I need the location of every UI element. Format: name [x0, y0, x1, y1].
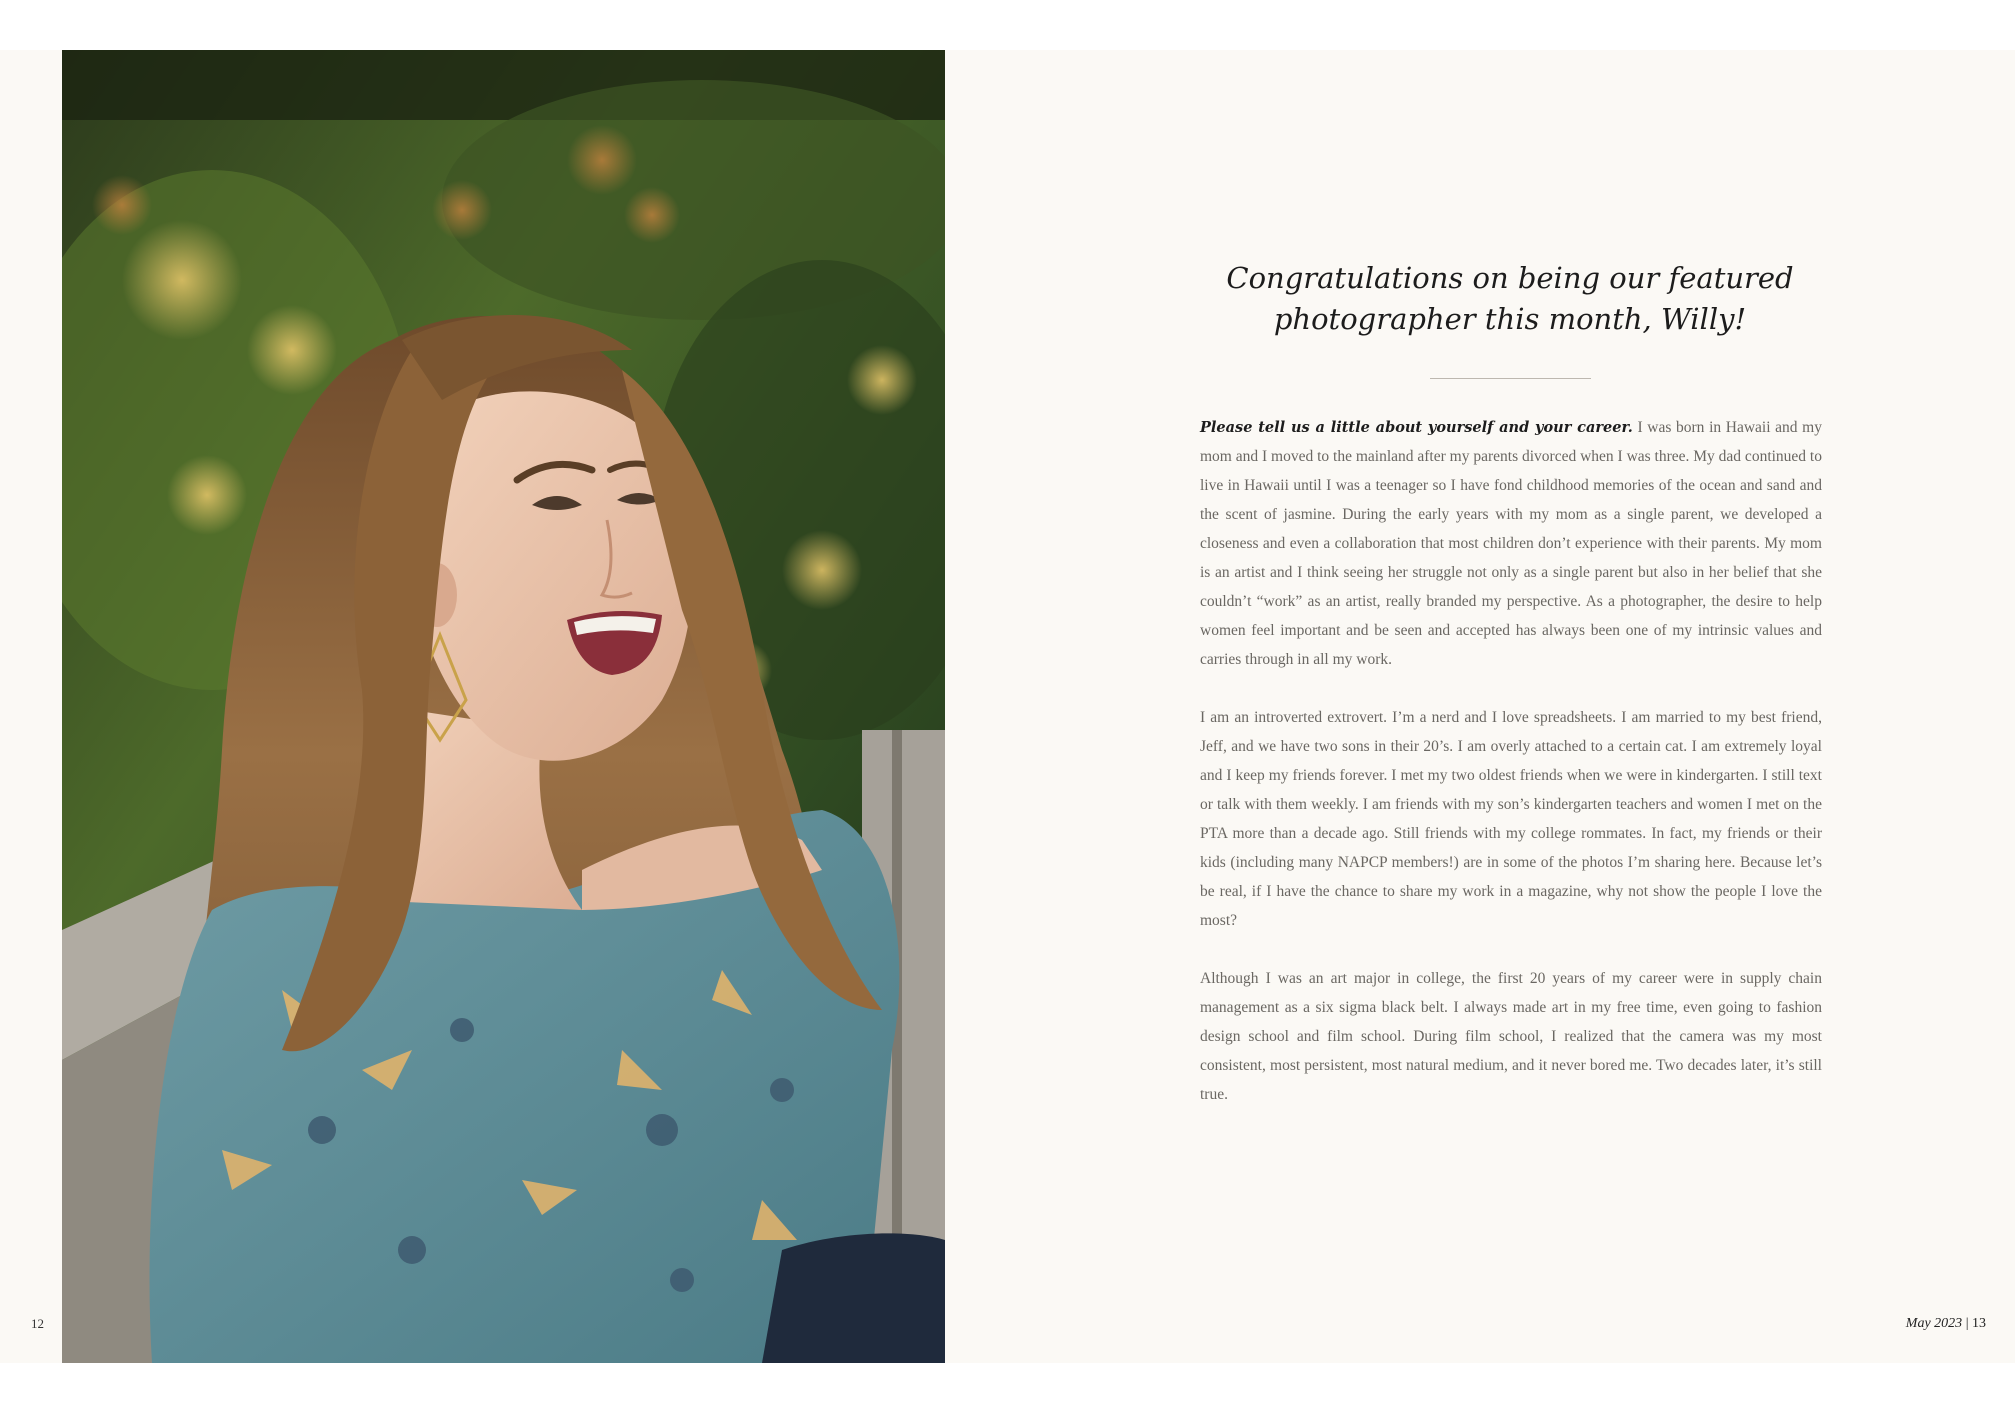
article-paragraph-1 [1200, 413, 1822, 674]
paragraph-1-text: I was born in Hawaii and my mom and I moved to the mainland after my parents divorced when I was three. My dad continued to live in Hawaii until I was a teenager so I have fond childhood memories of the ocean and sand and the scent of jasmine. During the early years with my mom as a single parent, we developed a closeness and even a collaboration that most children don’t experience with their parents. My mom is an artist and I think seeing her struggle not only as a single parent but also in her belief that she couldn’t “work” as an artist, really branded my perspective. As a photographer, the desire to help women feel important and be seen and accepted has always been one of my intrinsic values and carries through in all my work. [1200, 419, 1822, 668]
portrait-photo [62, 50, 945, 1363]
article-body [1200, 413, 1822, 1138]
article-paragraph-2: I am an introverted extrovert. I’m a nerd and I love spreadsheets. I am married to my best friend, Jeff, and we have two sons in their 20’s. I am overly attached to a certain cat. I am extremely loyal and I keep my friends forever. I met my two oldest friends when we were in kindergarten. I still text or talk with them weekly. I am friends with my son’s kindergarten teachers and women I met on the PTA more than a decade ago. Still friends with my college rommates. In fact, my friends or their kids (including many NAPCP members!) are in some of the photos I’m sharing here. Because let’s be real, if I have the chance to share my work in a magazine, why not show the people I love the most? [1200, 709, 1822, 929]
left-page-number: 12 [31, 1316, 44, 1331]
article-paragraph-3: Although I was an art major in college, the first 20 years of my career were in supply chain management as a six sigma black belt. I always made art in my free time, even going to fashion design school and film school. During film school, I realized that the camera was my most consistent, most persistent, most natural medium, and it never bored me. Two decades later, it’s still true. [1200, 970, 1822, 1103]
article-headline [1160, 258, 1860, 340]
headline-divider [1430, 378, 1591, 379]
headline-line-1: Congratulations on being our featured [1226, 261, 1794, 295]
headline-line-2: photographer this month, Willy! [1273, 302, 1747, 336]
folio-separator: | [1962, 1316, 1972, 1331]
right-page-number: 13 [1972, 1316, 1986, 1331]
right-page-folio [1906, 1316, 1986, 1332]
issue-date: May 2023 [1905, 1316, 1963, 1331]
interview-question: Please tell us a little about yourself and your career. [1200, 419, 1633, 436]
